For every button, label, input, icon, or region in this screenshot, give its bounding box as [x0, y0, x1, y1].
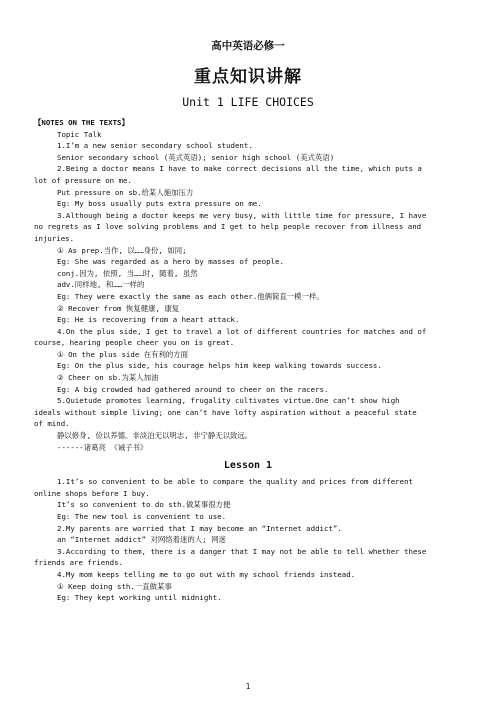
text-line: 2.Being a doctor means I have to make correct decisions all the time, which puts a — [57, 164, 422, 174]
text-line: ① On the plus side 在有利的方面 — [57, 349, 189, 359]
text-line: Eg: They were exactly the same as each other.他俩简直一模一样。 — [57, 291, 324, 301]
text-line: ② Recover from 恢复健康, 康复 — [57, 303, 180, 313]
text-line: injuries. — [34, 233, 75, 243]
document-subtitle: 重点知识讲解 — [194, 67, 302, 87]
text-line: friends are friends. — [34, 558, 123, 568]
text-line: ------诸葛亮 《诫子书》 — [57, 442, 148, 452]
text-line: 1.I’m a new senior secondary school student. — [57, 141, 253, 151]
text-line: no regrets as I love solving problems and I get to help people recover from illness and — [34, 222, 422, 232]
notes-body — [34, 117, 462, 604]
text-line: ① Keep doing sth.一直做某事 — [57, 581, 172, 591]
text-line: Eg: She was regarded as a hero by masses of people. — [57, 257, 284, 267]
text-line: 2.My parents are worried that I may become an “Internet addict”. — [57, 523, 342, 533]
text-line: lot of pressure on me. — [34, 175, 132, 185]
text-line: 3.According to them, there is a danger that I may not be able to tell whether these — [57, 546, 427, 556]
lesson-heading: Lesson 1 — [223, 460, 273, 472]
text-line: 5.Quietude promotes learning, frugality cultivates virtue.One can’t show high — [57, 396, 400, 406]
text-line: Eg: The new tool is convenient to use. — [57, 512, 227, 521]
text-line: an “Internet addict” 对网络着迷的人; 网迷 — [57, 535, 226, 545]
page-number: 1 — [245, 682, 251, 691]
text-line: 【NOTES ON THE TEXTS】 — [34, 118, 129, 127]
text-line: Eg: They kept working until midnight. — [57, 593, 222, 603]
document-title: 高中英语必修一 — [211, 40, 285, 52]
text-line: 1.It’s so convenient to be able to compare the quality and prices from different — [57, 477, 413, 487]
text-line: Eg: He is recovering from a heart attack. — [57, 315, 240, 325]
text-line: Eg: On the plus side, his courage helps him keep walking towards success. — [57, 361, 382, 371]
text-line: online shops before I buy. — [34, 488, 150, 498]
text-line: ② Cheer on sb.为某人加油 — [57, 373, 159, 383]
text-line: 静以修身, 俭以养德。非淡泊无以明志, 非宁静无以致远。 — [57, 431, 253, 441]
text-line: Senior secondary school (英式英语); senior high school (美式英语) — [57, 152, 335, 162]
text-line: conj.因为, 依照, 当……时, 随着, 虽然 — [57, 268, 198, 278]
text-line: Put pressure on sb.给某人施加压力 — [57, 187, 194, 197]
text-line: ideals without simple living; one can’t have lofty aspiration without a peaceful state — [34, 407, 417, 417]
text-line: Topic Talk — [57, 129, 102, 139]
text-line: It’s so convenient to do sth.做某事很方便 — [57, 500, 231, 510]
text-line: 4.On the plus side, I get to travel a lot of different countries for matches and of — [57, 326, 427, 336]
text-line: 4.My mom keeps telling me to go out with my school friends instead. — [57, 569, 356, 579]
text-line: of mind. — [34, 419, 70, 429]
text-line: ① As prep.当作, 以……身份, 如同; — [57, 245, 187, 255]
text-line: Eg: A big crowded had gathered around to cheer on the racers. — [57, 384, 329, 394]
text-line: course, hearing people cheer you on is great. — [34, 338, 235, 348]
unit-heading: Unit 1 LIFE CHOICES — [182, 95, 314, 109]
text-line: adv.同样地, 和……一样的 — [57, 280, 145, 290]
text-line: 3.Although being a doctor keeps me very busy, with little time for pressure, I have — [57, 210, 427, 220]
text-line: Eg: My boss usually puts extra pressure on me. — [57, 199, 262, 209]
